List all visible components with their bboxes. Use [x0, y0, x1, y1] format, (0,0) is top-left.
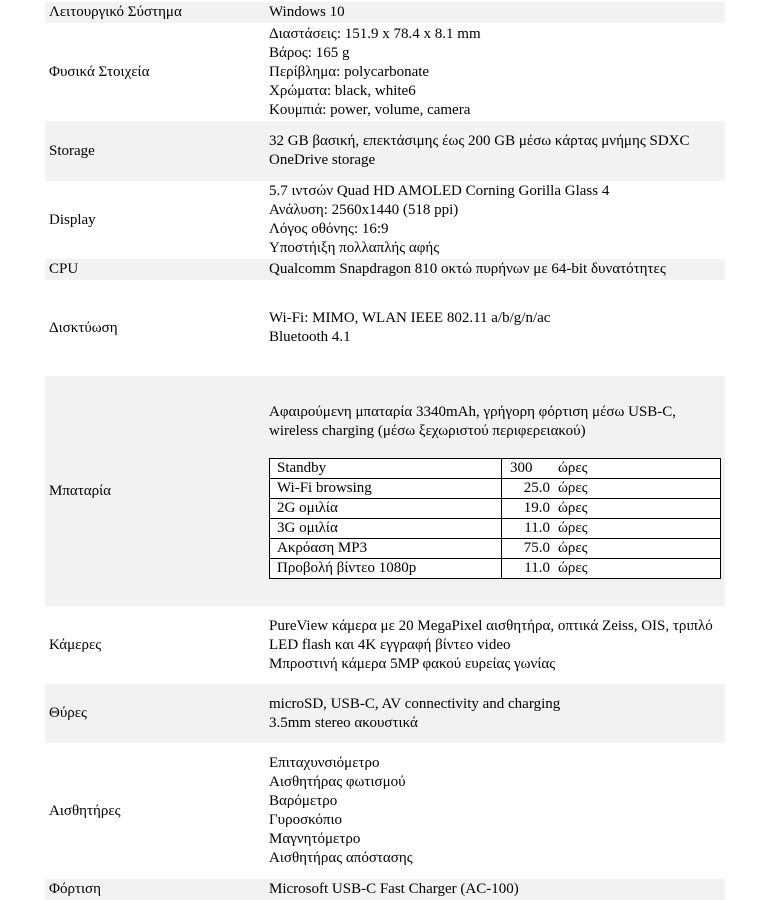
spec-row-ports — [45, 684, 725, 743]
spec-label: Storage — [49, 142, 95, 159]
spec-line: Microsoft USB-C Fast Charger (AC-100) — [269, 881, 519, 897]
battery-hours: 300 — [510, 460, 533, 476]
battery-hours: 11.0 — [524, 520, 550, 536]
battery-mode: Προβολή βίντεο 1080p — [270, 559, 502, 579]
spec-line: Διαστάσεις: 151.9 x 78.4 x 8.1 mm — [269, 25, 481, 42]
spec-row-os — [45, 2, 725, 23]
spec-line: Επιταχυνσιόμετρο — [269, 755, 380, 771]
battery-unit: ώρες — [558, 500, 588, 516]
spec-line: 32 GB βασική, επεκτάσιμης έως 200 GB μέσω κάρτας μνήμης SDXC — [269, 133, 690, 149]
spec-row-sensors — [45, 743, 725, 879]
battery-hours: 25.0 — [523, 480, 550, 496]
spec-value — [265, 121, 725, 181]
spec-label: Φυσικά Στοιχεία — [49, 63, 150, 80]
spec-line: Βαρόμετρο — [269, 793, 338, 809]
spec-label: Μπαταρία — [49, 482, 112, 499]
spec-line: Γυροσκόπιο — [269, 812, 343, 828]
spec-line: Ανάλυση: 2560x1440 (518 ppi) — [269, 202, 459, 218]
spec-label: CPU — [49, 261, 79, 277]
battery-mode: Standby — [270, 459, 502, 479]
battery-row — [270, 499, 721, 519]
spec-row-display — [45, 181, 725, 259]
spec-value — [265, 684, 725, 743]
spec-label: Αισθητήρες — [49, 802, 121, 819]
spec-value — [265, 376, 725, 606]
spec-value — [265, 879, 725, 900]
battery-unit: ώρες — [558, 480, 588, 496]
spec-line: Μαγνητόμετρο — [269, 831, 361, 847]
spec-line: Κουμπιά: power, volume, camera — [269, 101, 471, 118]
spec-line: Αισθητήρας απόστασης — [269, 850, 413, 866]
spec-line: PureView κάμερα με 20 MegaPixel αισθητήρα, οπτικά Zeiss, OIS, τριπλό LED flash και 4K εγγραφή βίντεο video — [269, 617, 713, 653]
spec-row-battery — [45, 376, 725, 606]
spec-line: Windows 10 — [269, 4, 345, 20]
spec-value — [265, 23, 725, 121]
battery-unit: ώρες — [558, 560, 588, 576]
spec-line: Wi-Fi: MIMO, WLAN IEEE 802.11 a/b/g/n/ac — [269, 310, 551, 326]
spec-label: Θύρες — [49, 705, 87, 721]
battery-life-table — [269, 458, 721, 579]
battery-unit: ώρες — [558, 520, 588, 536]
spec-line: Λόγος οθόνης: 16:9 — [269, 221, 389, 237]
battery-row — [270, 459, 721, 479]
spec-row-network — [45, 280, 725, 376]
spec-row-physical — [45, 23, 725, 121]
battery-row — [270, 479, 721, 499]
spec-label: Display — [49, 211, 96, 228]
spec-line: Χρώματα: black, white6 — [269, 82, 416, 99]
battery-description: Αφαιρούμενη μπαταρία 3340mAh, γρήγορη φόρτιση μέσω USB-C, wireless charging (μέσω ξεχωριστού περιφερειακού) — [269, 404, 677, 439]
battery-row — [270, 519, 721, 539]
spec-label: Κάμερες — [49, 636, 102, 653]
battery-unit: ώρες — [558, 540, 588, 556]
battery-row — [270, 559, 721, 579]
spec-line: Μπροστινή κάμερα 5MP φακού ευρείας γωνίας — [269, 655, 556, 672]
spec-line: Bluetooth 4.1 — [269, 329, 351, 345]
spec-value — [265, 280, 725, 376]
spec-label: Φόρτιση — [49, 881, 101, 897]
spec-value — [265, 743, 725, 879]
spec-row-cpu — [45, 259, 725, 280]
spec-line: 3.5mm stereo ακουστικά — [269, 714, 418, 731]
spec-line: Αισθητήρας φωτισμού — [269, 774, 406, 790]
spec-line: Βάρος: 165 g — [269, 44, 350, 61]
spec-line: Qualcomm Snapdragon 810 οκτώ πυρήνων με 64-bit δυνατότητες — [269, 261, 666, 277]
battery-row — [270, 539, 721, 559]
spec-row-storage — [45, 121, 725, 181]
spec-line: Υποστήιξη πολλαπλής αφής — [269, 240, 440, 256]
battery-hours: 11.0 — [524, 560, 550, 576]
battery-unit: ώρες — [558, 460, 588, 476]
battery-mode: Wi-Fi browsing — [270, 479, 502, 499]
spec-label: Λειτουργικό Σύστημα — [49, 4, 182, 20]
battery-mode: Ακρόαση MP3 — [270, 539, 502, 559]
spec-value — [265, 181, 725, 259]
spec-value — [265, 606, 725, 684]
battery-hours: 75.0 — [523, 540, 550, 556]
spec-label: Δισκτύωση — [49, 319, 118, 336]
spec-line: OneDrive storage — [269, 152, 376, 168]
spec-line: microSD, USB-C, AV connectivity and charging — [269, 695, 561, 712]
spec-line: Περίβλημα: polycarbonate — [269, 63, 430, 80]
battery-mode: 2G ομιλία — [270, 499, 502, 519]
spec-value — [265, 259, 725, 280]
battery-hours: 19.0 — [523, 500, 550, 516]
spec-table — [45, 2, 725, 900]
spec-value — [265, 2, 725, 23]
spec-row-charging — [45, 879, 725, 900]
battery-mode: 3G ομιλία — [270, 519, 502, 539]
spec-row-cameras — [45, 606, 725, 684]
spec-line: 5.7 ιντσών Quad HD AMOLED Corning Gorilla Glass 4 — [269, 183, 610, 199]
